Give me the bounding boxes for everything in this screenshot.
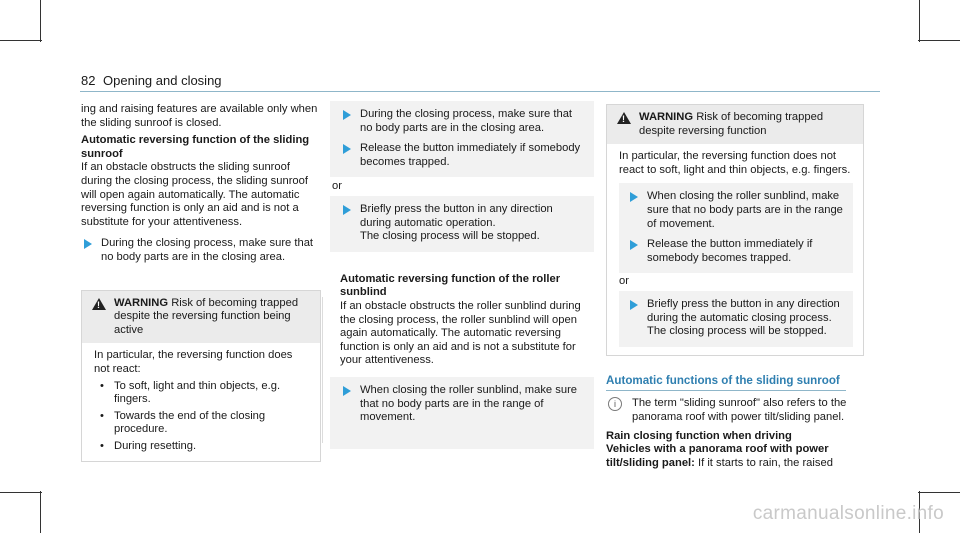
page-number: 82 bbox=[81, 73, 96, 88]
body-text: If an obstacle obstructs the roller sunblind during the closing process, the roller sunblind will open again automatically. The automatic reversing function is only an aid and is not a substitute for your attentiveness. bbox=[340, 299, 581, 367]
instruction-step bbox=[340, 384, 586, 425]
arrow-icon bbox=[343, 386, 351, 396]
step-text: Briefly press the button in any direction during the automatic closing process. bbox=[647, 297, 840, 324]
step-text: During the closing process, make sure that no body parts are in the closing area. bbox=[360, 108, 573, 134]
steps-box bbox=[330, 377, 594, 449]
arrow-icon bbox=[630, 240, 638, 250]
step-text: Release the button immediately if somebody becomes trapped. bbox=[360, 142, 581, 168]
title-rule bbox=[606, 390, 846, 391]
crop-mark bbox=[918, 40, 960, 41]
list-item: • Towards the end of the closing procedure. bbox=[94, 410, 310, 437]
column-divider bbox=[322, 297, 323, 443]
arrow-icon bbox=[630, 192, 638, 202]
instruction-step bbox=[340, 142, 586, 169]
column-1 bbox=[81, 103, 321, 462]
warning-icon: ! bbox=[617, 112, 631, 124]
step-result: The closing process will be stopped. bbox=[360, 230, 540, 243]
instruction-step bbox=[627, 190, 845, 231]
step-text: During the closing process, make sure that no body parts are in the closing area. bbox=[101, 237, 314, 263]
info-icon: i bbox=[608, 397, 622, 411]
arrow-icon bbox=[343, 144, 351, 154]
warning-icon: ! bbox=[92, 298, 106, 310]
crop-mark bbox=[0, 40, 42, 41]
steps-box bbox=[330, 101, 594, 177]
or-text: or bbox=[332, 180, 342, 193]
warning-header bbox=[82, 291, 320, 344]
section-title: Opening and closing bbox=[103, 73, 222, 88]
list-item: • During resetting. bbox=[100, 439, 197, 452]
arrow-icon bbox=[343, 205, 351, 215]
warning-body bbox=[607, 144, 863, 355]
arrow-icon bbox=[630, 300, 638, 310]
instruction-step bbox=[340, 203, 586, 244]
warning-label: WARNING bbox=[114, 296, 169, 309]
crop-mark bbox=[918, 492, 960, 493]
warning-title: Risk of becoming trapped despite the reversing function being active bbox=[114, 296, 299, 336]
or-text: or bbox=[619, 275, 629, 288]
steps-box bbox=[619, 183, 853, 273]
note bbox=[606, 397, 864, 424]
step-result: The closing process will be stopped. bbox=[647, 325, 827, 338]
bullet-text: To soft, light and thin objects, e.g. fingers. bbox=[114, 379, 281, 406]
instruction-step bbox=[627, 298, 845, 339]
bullet-text: Towards the end of the closing procedure. bbox=[114, 409, 266, 436]
section-heading: Automatic reversing function of the roller sunblind bbox=[340, 272, 561, 299]
subheading: Rain closing function when driving bbox=[606, 429, 792, 442]
info-section bbox=[606, 374, 864, 471]
note-text: The term "sliding sunroof" also refers to the panorama roof with power tilt/sliding panel. bbox=[632, 397, 847, 423]
column-2 bbox=[330, 101, 594, 449]
instruction-step bbox=[81, 237, 321, 264]
warning-label: WARNING bbox=[639, 111, 694, 123]
step-text: When closing the roller sunblind, make sure that no body parts are in the range of movement. bbox=[647, 190, 843, 230]
body-text: If an obstacle obstructs the sliding sunroof during the closing process, the sliding sunroof will open again automatically. The automatic reversing function is only an aid and is not a substitute for your attentiveness. bbox=[81, 161, 308, 228]
watermark: carmanualsonline.info bbox=[752, 503, 944, 524]
steps-box bbox=[619, 291, 853, 347]
step-text: When closing the roller sunblind, make sure that no body parts are in the range of movement. bbox=[360, 383, 578, 424]
warning-box bbox=[606, 104, 864, 356]
crop-mark bbox=[40, 491, 41, 533]
rain-text bbox=[606, 443, 864, 470]
list-item: • To soft, light and thin objects, e.g. fingers. bbox=[94, 380, 310, 407]
warning-header bbox=[607, 105, 863, 144]
warning-title: Risk of becoming trapped despite reversing function bbox=[639, 111, 824, 137]
crop-mark bbox=[919, 0, 920, 42]
warning-body bbox=[82, 343, 320, 461]
arrow-icon bbox=[84, 239, 92, 249]
instruction-step bbox=[627, 238, 845, 265]
arrow-icon bbox=[343, 110, 351, 120]
vehicle-scope: Vehicles with a panorama roof with power tilt/sliding panel: bbox=[606, 443, 829, 469]
section-heading: Automatic reversing function of the sliding sunroof bbox=[81, 134, 310, 160]
warning-intro: In particular, the reversing function does not react: bbox=[94, 349, 293, 375]
body-text: If it starts to rain, the raised bbox=[698, 456, 833, 469]
warning-box bbox=[81, 290, 321, 463]
steps-box bbox=[330, 196, 594, 252]
bullet-text: During resetting. bbox=[114, 439, 197, 452]
column-3 bbox=[606, 104, 864, 470]
crop-mark bbox=[0, 492, 42, 493]
crop-mark bbox=[40, 0, 41, 42]
header-rule bbox=[80, 91, 880, 92]
step-text: Briefly press the button in any direction during automatic operation. bbox=[360, 202, 553, 229]
instruction-step bbox=[340, 108, 586, 135]
info-section-title: Automatic functions of the sliding sunroof bbox=[606, 373, 840, 387]
step-text: Release the button immediately if somebody becomes trapped. bbox=[647, 238, 813, 264]
intro-text: ing and raising features are available only when the sliding sunroof is closed. bbox=[81, 103, 318, 129]
warning-text: In particular, the reversing function does not react to soft, light and thin objects, e.g. fingers. bbox=[619, 150, 851, 176]
